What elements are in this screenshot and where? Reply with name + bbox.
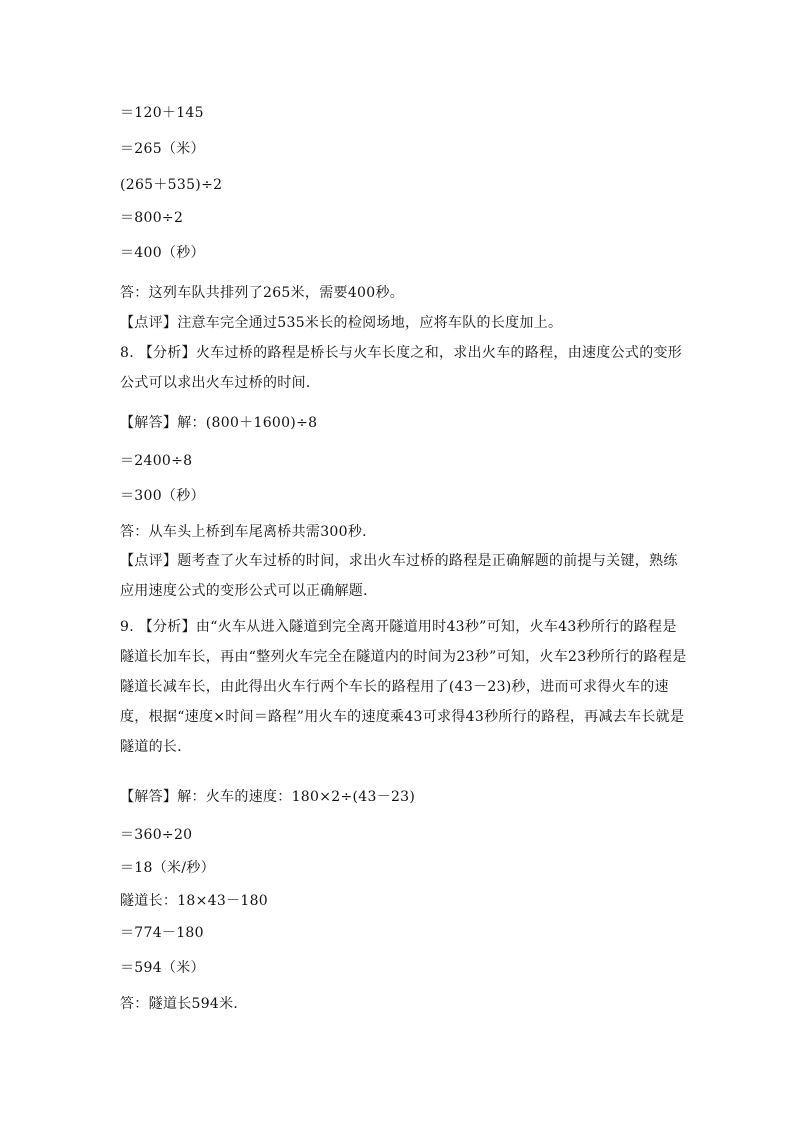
analysis-8: 8. 【分析】火车过桥的路程是桥长与火车长度之和，求出火车的路程，由速度公式的变形公式可以求出火车过桥的时间． <box>120 345 683 391</box>
solution-9-line-4: 隧道长：18×43－180 <box>120 893 268 909</box>
answer-line-7: 答：这列车队共排列了265米，需要400秒。 <box>120 285 405 301</box>
answer-line-9: 答：隧道长594米． <box>120 996 248 1012</box>
analysis-9: 9. 【分析】由“火车从进入隧道到完全离开隧道用时43秒”可知，火车43秒所行的路程是隧道长加车长，再由“整列火车完全在隧道内的时间为23秒”可知，火车23秒所行的路程是隧道长减车长，由此得出火车行两个车长的路程用了(43－23)秒，进而可求得火车的速度，根据“速度×时间＝路程”用火车的速度乘43可求得43秒所行的路程，再减去车长就是隧道的长． <box>120 619 687 755</box>
calc-line-1: ＝120＋145 <box>120 105 204 121</box>
solution-9-line-1: 【解答】解：火车的速度：180×2÷(43－23) <box>120 789 416 805</box>
calc-line-2: ＝265（米） <box>120 141 205 157</box>
solution-9-line-6: ＝594（米） <box>120 960 205 976</box>
solution-8-line-2: ＝2400÷8 <box>120 453 193 469</box>
comment-8: 【点评】题考查了火车过桥的时间，求出火车过桥的路程是正确解题的前提与关键，熟练应用速度公式的变形公式可以正确解题． <box>120 553 678 599</box>
solution-8-line-1: 【解答】解：(800＋1600)÷8 <box>120 415 318 431</box>
calc-line-5: ＝400（秒） <box>120 245 205 261</box>
calc-line-3: (265＋535)÷2 <box>120 177 223 193</box>
comment-line-7: 【点评】注意车完全通过535米长的检阅场地，应将车队的长度加上。 <box>120 315 563 331</box>
answer-line-8: 答：从车头上桥到车尾离桥共需300秒． <box>120 524 377 540</box>
solution-9-line-3: ＝18（米/秒） <box>120 860 215 876</box>
solution-9-line-2: ＝360÷20 <box>120 827 193 843</box>
solution-9-line-5: ＝774－180 <box>120 925 204 941</box>
calc-line-4: ＝800÷2 <box>120 210 184 226</box>
solution-8-line-3: ＝300（秒） <box>120 488 205 504</box>
